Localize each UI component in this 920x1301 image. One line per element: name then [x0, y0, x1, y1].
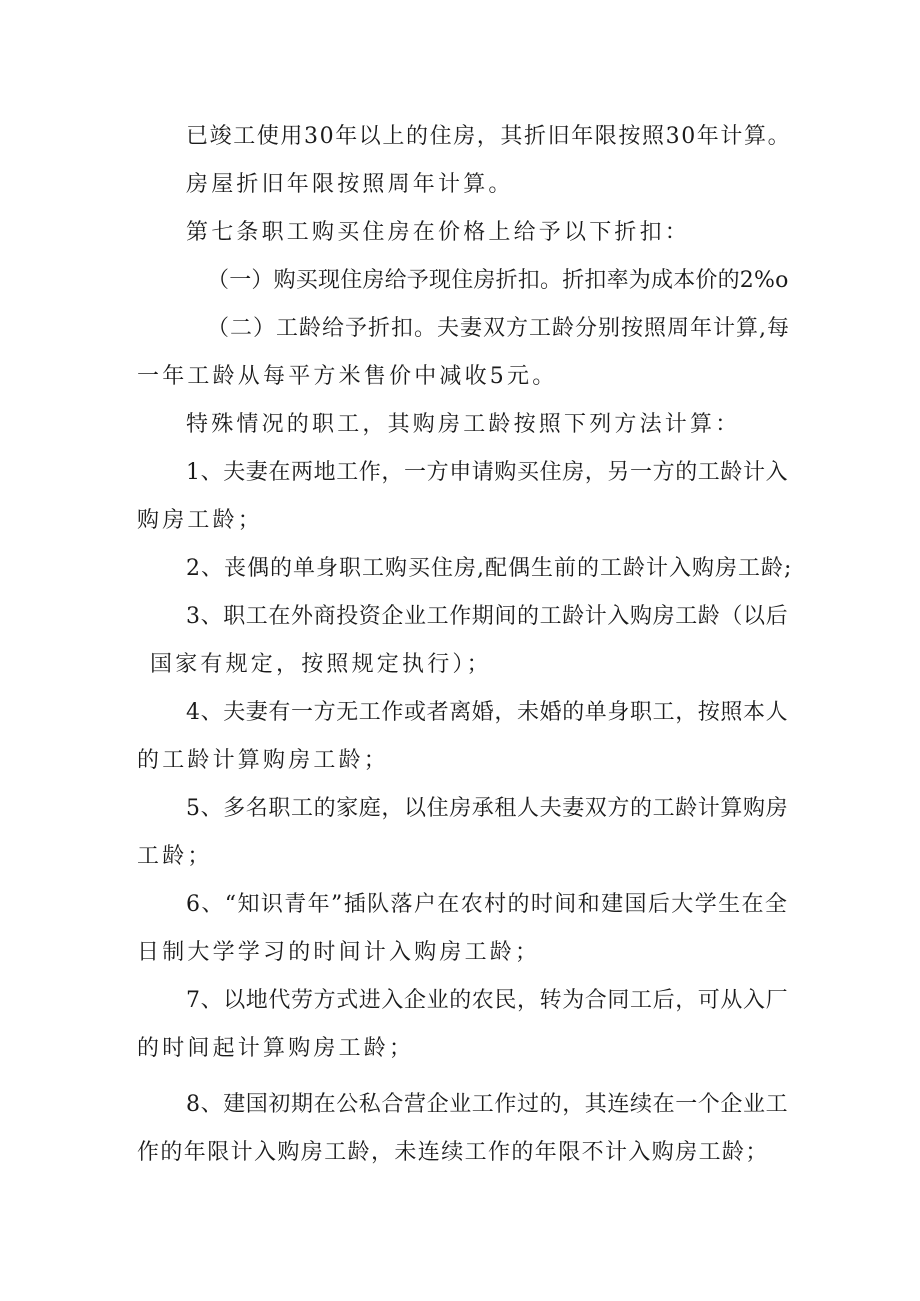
- text-line-2: 房屋折旧年限按照周年计算。: [186, 172, 514, 197]
- text-line-12: 国家有规定，按照规定执行）；: [150, 652, 492, 677]
- text-line-9: 购房工龄；: [137, 508, 264, 533]
- text-line-20: 的时间起计算购房工龄；: [137, 1036, 415, 1061]
- text-line-8: 1、夫妻在两地工作，一方申请购买住房，另一方的工龄计入: [186, 460, 789, 485]
- text-line-21: 8、建国初期在公私合营企业工作过的，其连续在一个企业工: [186, 1092, 789, 1117]
- text-line-15: 5、多名职工的家庭，以住房承租人夫妻双方的工龄计算购房: [186, 796, 789, 821]
- text-line-17: 6、“知识青年”插队落户在农村的时间和建国后大学生在全: [186, 892, 789, 917]
- text-line-16: 工龄；: [137, 844, 213, 869]
- text-line-19: 7、以地代劳方式进入企业的农民，转为合同工后，可从入厂: [186, 988, 789, 1013]
- text-line-10: 2、丧偶的单身职工购买住房,配偶生前的工龄计入购房工龄;: [186, 556, 793, 581]
- text-line-4: （一）购买现住房给予现住房折扣。折扣率为成本价的2%o: [207, 268, 789, 293]
- text-line-1: 已竣工使用30年以上的住房，其折旧年限按照30年计算。: [186, 124, 792, 149]
- text-line-11: 3、职工在外商投资企业工作期间的工龄计入购房工龄（以后: [186, 604, 789, 629]
- text-line-22: 作的年限计入购房工龄，未连续工作的年限不计入购房工龄；: [137, 1140, 769, 1165]
- text-line-13: 4、夫妻有一方无工作或者离婚，未婚的单身职工，按照本人: [186, 700, 789, 725]
- text-line-18: 日制大学学习的时间计入购房工龄；: [137, 940, 541, 965]
- text-line-5: （二）工龄给予折扣。夫妻双方工龄分别按照周年计算,每: [207, 316, 790, 341]
- text-line-7: 特殊情况的职工，其购房工龄按照下列方法计算：: [186, 412, 741, 437]
- text-line-3: 第七条职工购买住房在价格上给予以下折扣：: [186, 220, 691, 245]
- text-line-14: 的工龄计算购房工龄；: [137, 748, 390, 773]
- text-line-6: 一年工龄从每平方米售价中减收5元。: [137, 364, 558, 389]
